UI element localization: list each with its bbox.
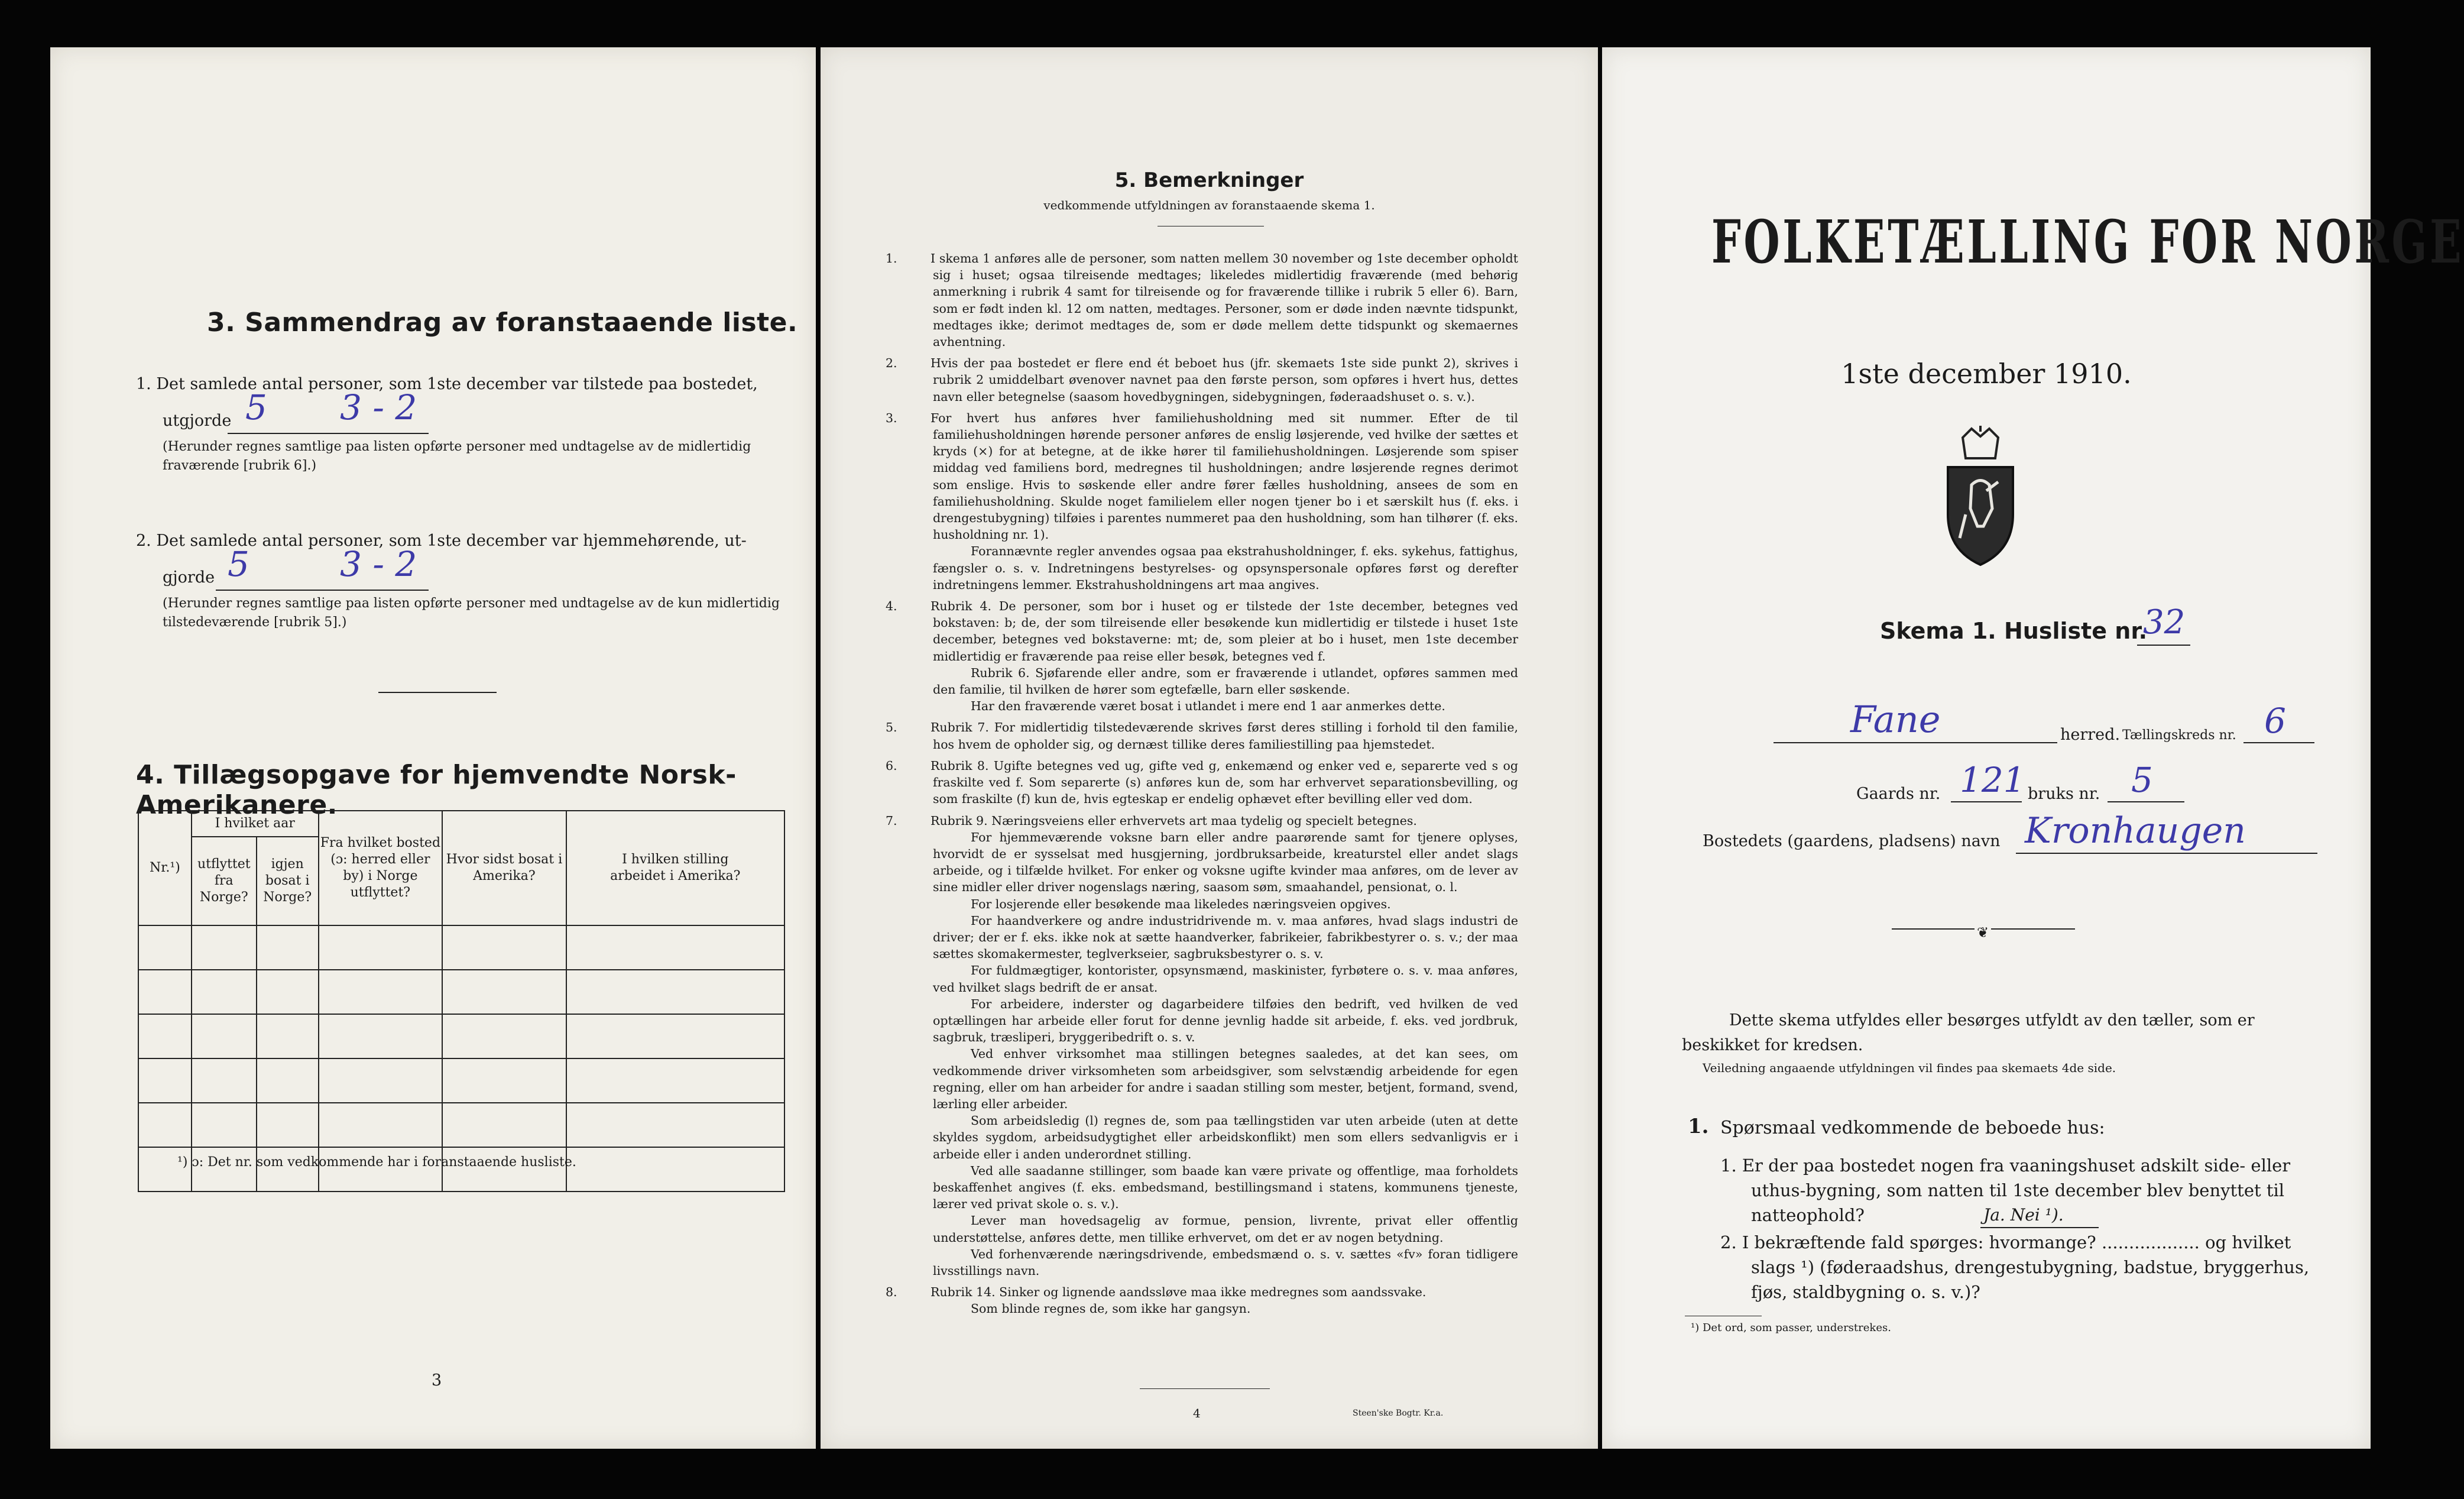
herred-value[interactable]: Fane bbox=[1850, 698, 1941, 741]
page-middle bbox=[821, 47, 1598, 1449]
bruks-line bbox=[2108, 801, 2184, 802]
questions-heading-number: 1. bbox=[1688, 1115, 1709, 1138]
table-cell[interactable] bbox=[566, 970, 784, 1014]
page-left bbox=[50, 47, 816, 1449]
remark-number: 4. bbox=[886, 599, 897, 614]
item1-note: (Herunder regnes samtlige paa listen opførte personer med undtagelse av de midlertidig fraværende [rubrik 6].) bbox=[163, 439, 751, 473]
remark-paragraph bbox=[909, 1112, 1518, 1163]
table-cell[interactable] bbox=[192, 925, 257, 970]
item1-breakdown: 3 - 2 bbox=[340, 387, 417, 428]
table-cell[interactable] bbox=[257, 1014, 319, 1058]
remark-paragraph bbox=[886, 410, 1518, 543]
remark-paragraph bbox=[909, 962, 1518, 995]
remark-number: 5. bbox=[886, 720, 897, 735]
census-title: FOLKETÆLLING FOR NORGE bbox=[1711, 207, 2464, 277]
item2-value: 5 bbox=[228, 544, 249, 584]
norsk-amerikanere-table bbox=[138, 810, 785, 1192]
table-cell[interactable] bbox=[566, 925, 784, 970]
table-cell[interactable] bbox=[319, 1103, 443, 1147]
remark-text: Har den fraværende været bosat i utlandet i mere end 1 aar anmerkes dette. bbox=[971, 699, 1445, 714]
remark-paragraph bbox=[886, 598, 1518, 665]
skema-label: Skema 1. Husliste nr. bbox=[1880, 618, 2148, 644]
remark-paragraph bbox=[909, 543, 1518, 593]
answer-line bbox=[1980, 1227, 2099, 1228]
page-right bbox=[1602, 47, 2464, 1449]
item2-fill-line bbox=[216, 590, 429, 591]
remark-text: Rubrik 6. Sjøfarende eller andre, som er fraværende i utlandet, opføres sammen med den familie, til hvilken de hører som egtefælle, barn eller søskende. bbox=[933, 665, 1518, 697]
remark-number: 7. bbox=[886, 813, 897, 828]
remark-paragraph bbox=[909, 912, 1518, 963]
col-fra-header: Fra hvilket bosted (ɔ: herred eller by) i Norge utflyttet? bbox=[319, 811, 443, 925]
remark-text: For arbeidere, inderster og dagarbeidere tilføies den bedrift, ved hvilken de ved optællingen har arbeide eller forut for denne jevnlig hadde sit arbeide, f. eks. ved jordbruk, sagbruk, træsliperi, bryggeribedrift o. s. v. bbox=[933, 996, 1518, 1045]
herred-line bbox=[1774, 742, 2057, 743]
remark-text: Som arbeidsledig (l) regnes de, som paa tællingstiden var uten arbeide (uten at dette skyldes sygdom, arbeidsudygtighet eller arbeidskonflikt) men som ellers sedvanligvis er i arbeide eller i anden underordnet stilling. bbox=[933, 1113, 1518, 1161]
col-hvor-header: Hvor sidst bosat i Amerika? bbox=[442, 811, 566, 925]
gaards-label: Gaards nr. bbox=[1856, 785, 1941, 803]
table-cell[interactable] bbox=[319, 925, 443, 970]
printer-imprint: Steen'ske Bogtr. Kr.a. bbox=[1353, 1409, 1444, 1418]
table-cell[interactable] bbox=[566, 1147, 784, 1192]
instruction-note: Veiledning angaaende utfyldningen vil findes paa skemaets 4de side. bbox=[1703, 1061, 2116, 1075]
remark-text: I skema 1 anføres alle de personer, som natten mellem 30 november og 1ste december opholdt sig i huset; ogsaa tilreisende medtages; likeledes midlertidig fraværende (med behørig anmerkning i rubrik 4 samt for tilreisende og for fraværende tillike i rubrik 5 eller 6). Barn, som er født inden kl. 12 om natten, medtages. Personer, som er døde inden nævnte tidspunkt, medtages ikke; derimot medtages de, som er døde mellem dette tidspunkt og skemaernes avhentning. bbox=[931, 251, 1518, 349]
bosted-value[interactable]: Kronhaugen bbox=[2025, 810, 2246, 852]
table-cell[interactable] bbox=[319, 1014, 443, 1058]
col-group-header: I hvilket aar bbox=[192, 811, 319, 837]
remark-text: For haandverkere og andre industridrivende m. v. maa anføres, hvad slags industri de driver; der er f. eks. ikke nok at sætte haandverker, fabrikeier, fabrikbestyrer o. s. v.; der maa sættes skomakermester, teglverkseier, sagbruksbestyrer o. s. v. bbox=[933, 913, 1518, 961]
table-footnote: ¹) ɔ: Det nr. som vedkommende har i foranstaaende husliste. bbox=[177, 1155, 576, 1170]
remark-text: Forannævnte regler anvendes ogsaa paa ekstrahusholdninger, f. eks. sykehus, fattighus, fængsler o. s. v. Indretningens bestyrelses- og opsynspersonale opføres først og derefter indretningens lemmer. Ekstrahusholdningens art maa angives. bbox=[933, 544, 1518, 592]
remark-text: For hvert hus anføres hver familiehusholdning med sit nummer. Efter de til familiehusholdningen hørende personer anføres de enslig løsjerende, ved hvilke der sættes et kryds (×) for at betegne, at de ikke hører til familiehusholdningen. Løsjerende som spiser middag ved familiens bord, medregnes til husholdningen; andre løsjerende regnes derimot som enslige. Hvis to søskende eller andre fører fælles husholdning, ansees de som en familiehusholdning. Skulde noget familielem eller nogen tjener bo i et særskilt hus (f. eks. i drengestubygning) tilføies i parentes nummeret paa den husholdning, som han tilhører (f. eks. husholdning nr. 1). bbox=[931, 410, 1518, 542]
remark-paragraph bbox=[909, 698, 1518, 714]
remark-paragraph bbox=[909, 829, 1518, 896]
table-cell[interactable] bbox=[319, 970, 443, 1014]
remark-number: 1. bbox=[886, 251, 897, 266]
remark-paragraph bbox=[909, 1045, 1518, 1112]
bruks-label: bruks nr. bbox=[2028, 785, 2100, 803]
table-cell[interactable] bbox=[442, 1014, 566, 1058]
remark-paragraph bbox=[909, 1300, 1518, 1317]
gaards-value[interactable]: 121 bbox=[1960, 760, 2025, 800]
remark-text: Rubrik 9. Næringsveiens eller erhvervets art maa tydelig og specielt betegnes. bbox=[931, 813, 1417, 828]
remark-text: Som blinde regnes de, som ikke har gangsyn. bbox=[971, 1301, 1251, 1316]
table-cell[interactable] bbox=[138, 1103, 192, 1147]
remark-paragraph bbox=[909, 1163, 1518, 1213]
item2-gjorde: gjorde bbox=[163, 568, 215, 587]
separator-rule bbox=[378, 692, 497, 693]
ornament-icon: ❦ bbox=[1975, 924, 1991, 941]
remark-paragraph bbox=[886, 250, 1518, 350]
remark-text: Rubrik 8. Ugifte betegnes ved ug, gifte ved g, enkemænd og enker ved e, separerte ved s og fraskilte ved f. Som separerte (s) anføres kun de, som har erhvervet separationsbevilling, og som fraskilte (f) kun de, hvis egteskap er endelig ophævet efter bevilling eller ved dom. bbox=[931, 758, 1518, 807]
remark-paragraph bbox=[886, 355, 1518, 405]
col-utflyttet-header: utflyttet fra Norge? bbox=[192, 837, 257, 925]
right-footnote: ¹) Det ord, som passer, understrekes. bbox=[1691, 1322, 1891, 1334]
page-number-4: 4 bbox=[1193, 1406, 1201, 1420]
husliste-nr-value: 32 bbox=[2143, 603, 2186, 642]
remark-text: For hjemmeværende voksne barn eller andre paarørende samt for tjenere oplyses, hvorvidt de er sysselsat med husgjerning, jordbruksarbeide, kreaturstel eller andet slags arbeide, og i tilfælde hvilket. For enker og voksne ugifte kvinder maa anføres, om de lever av sine midler eller driver nogenslags næring, saasom søm, smaahandel, pensionat, o. l. bbox=[933, 830, 1518, 895]
item1-utgjorde: utgjorde bbox=[163, 412, 232, 430]
remark-number: 6. bbox=[886, 758, 897, 773]
remark-paragraph bbox=[909, 996, 1518, 1046]
remark-text: Rubrik 4. De personer, som bor i huset og er tilstede der 1ste december, betegnes ved bokstaven: b; de, der som tilreisende eller besøkende kun midlertidig er tilstede i huset 1ste december, betegnes ved bokstaverne: mt; de, som pleier at bo i huset, men 1ste december midlertidig er fraværende paa reise eller besøk, betegnes ved f. bbox=[931, 599, 1518, 663]
table-cell[interactable] bbox=[257, 925, 319, 970]
remark-text: For losjerende eller besøkende maa likeledes næringsveien opgives. bbox=[971, 896, 1391, 911]
table-cell[interactable] bbox=[566, 1058, 784, 1103]
bosted-label: Bostedets (gaardens, pladsens) navn bbox=[1703, 832, 2001, 850]
table-cell[interactable] bbox=[257, 1103, 319, 1147]
remark-text: Rubrik 14. Sinker og lignende aandssløve maa ikke medregnes som aandssvake. bbox=[931, 1285, 1426, 1300]
remark-text: Hvis der paa bostedet er flere end ét beboet hus (jfr. skemaets 1ste side punkt 2), skrives i rubrik 2 umiddelbart øvenover navnet paa den første person, som opføres i hvert hus, dettes navn eller betegnelse (saasom hovedbygningen, sidebygningen, føderaadshuset o. s. v.). bbox=[931, 356, 1518, 404]
item1-line1: 1. Det samlede antal personer, som 1ste december var tilstede paa bostedet, bbox=[136, 375, 758, 393]
bosted-line bbox=[2016, 853, 2317, 854]
census-date: 1ste december 1910. bbox=[1841, 358, 2132, 390]
item2-breakdown: 3 - 2 bbox=[340, 544, 417, 584]
col-stilling-header: I hvilken stilling arbeidet i Amerika? bbox=[566, 811, 784, 925]
table-cell[interactable] bbox=[566, 1103, 784, 1147]
remark-paragraph bbox=[886, 719, 1518, 752]
remarks-title: 5. Bemerkninger bbox=[1114, 169, 1304, 192]
item1-value: 5 bbox=[245, 387, 267, 428]
remark-text: Ved forhenværende næringsdrivende, embedsmænd o. s. v. sættes «fv» foran tidligere livsstillings navn. bbox=[933, 1247, 1518, 1278]
remark-number: 2. bbox=[886, 356, 897, 371]
bottom-rule bbox=[1140, 1388, 1270, 1389]
remark-text: Ved alle saadanne stillinger, som baade kan være private og offentlige, maa forholdets beskaffenhet angives (f. eks. embedsmand, bestillingsmand i statens, kommunens tjeneste, lærer ved privat skole o. s. v.). bbox=[933, 1163, 1518, 1212]
question-2: 2. I bekræftende fald spørges: hvormange? .................. og hvilket slags ¹) (føderaadshus, drengestubygning, badstue, bryggerhus, fjøs, staldbygning o. s. v.)? bbox=[1720, 1232, 2310, 1302]
remark-text: Lever man hovedsagelig av formue, pension, livrente, privat eller offentlig understøttelse, anføres dette, men tillike erhvervet, om det er av nogen betydning. bbox=[933, 1213, 1518, 1245]
col-igjen-header: igjen bosat i Norge? bbox=[257, 837, 319, 925]
remark-paragraph bbox=[886, 812, 1518, 829]
table-cell[interactable] bbox=[319, 1058, 443, 1103]
remark-number: 3. bbox=[886, 410, 897, 425]
remark-paragraph bbox=[886, 757, 1518, 808]
table-cell[interactable] bbox=[192, 1014, 257, 1058]
table-cell[interactable] bbox=[257, 970, 319, 1014]
table-cell[interactable] bbox=[192, 970, 257, 1014]
kreds-label: Tællingskreds nr. bbox=[2122, 728, 2236, 743]
table-cell[interactable] bbox=[138, 1058, 192, 1103]
table-cell[interactable] bbox=[138, 970, 192, 1014]
table-cell[interactable] bbox=[138, 925, 192, 970]
remark-paragraph bbox=[909, 665, 1518, 698]
gaards-line bbox=[1951, 801, 2022, 802]
remark-paragraph bbox=[909, 1212, 1518, 1245]
remark-number: 8. bbox=[886, 1285, 897, 1300]
question-1-answer[interactable]: Ja. Nei ¹). bbox=[1983, 1205, 2064, 1225]
remark-paragraph bbox=[909, 1246, 1518, 1279]
remark-text: Rubrik 7. For midlertidig tilstedeværende skrives først deres stilling i forhold til den familie, hos hvem de opholder sig, og dernæst tillike deres familiestilling paa hjemstedet. bbox=[931, 720, 1518, 752]
questions-heading: Spørsmaal vedkommende de beboede hus: bbox=[1720, 1118, 2105, 1138]
table-cell[interactable] bbox=[257, 1058, 319, 1103]
table-cell[interactable] bbox=[566, 1014, 784, 1058]
bruks-value[interactable]: 5 bbox=[2131, 760, 2153, 800]
kreds-value[interactable]: 6 bbox=[2264, 701, 2286, 741]
herred-label: herred. bbox=[2060, 726, 2121, 744]
col-nr-header: Nr.¹) bbox=[138, 811, 192, 925]
table-cell[interactable] bbox=[442, 925, 566, 970]
item1-fill-line bbox=[228, 433, 429, 434]
norway-coat-of-arms-icon bbox=[1936, 426, 2025, 568]
remark-text: For fuldmægtiger, kontorister, opsynsmænd, maskinister, fyrbøtere o. s. v. maa anføres, ved hvilket slags bedrift de er ansat. bbox=[933, 963, 1518, 995]
item2-note: (Herunder regnes samtlige paa listen opførte personer med undtagelse av de kun midlertidig tilstedeværende [rubrik 5].) bbox=[163, 596, 780, 630]
table-cell[interactable] bbox=[138, 1014, 192, 1058]
table-cell[interactable] bbox=[192, 1103, 257, 1147]
table-cell[interactable] bbox=[442, 970, 566, 1014]
remark-paragraph bbox=[886, 1284, 1518, 1300]
section4-title: 4. Tillægsopgave for hjemvendte Norsk-Amerikanere. bbox=[136, 760, 737, 820]
table-cell[interactable] bbox=[192, 1058, 257, 1103]
page-number-3: 3 bbox=[432, 1371, 442, 1390]
item2-line1: 2. Det samlede antal personer, som 1ste december var hjemmehørende, ut- bbox=[136, 532, 747, 550]
remarks-subtitle: vedkommende utfyldningen av foranstaaende skema 1. bbox=[1043, 198, 1375, 212]
husliste-line bbox=[2137, 645, 2190, 646]
section3-title: 3. Sammendrag av foranstaaende liste. bbox=[207, 307, 798, 338]
kreds-line bbox=[2243, 742, 2314, 743]
question-1: 1. Er der paa bostedet nogen fra vaaningshuset adskilt side- eller uthus-bygning, som natten til 1ste december blev benyttet til natteophold? bbox=[1720, 1155, 2291, 1225]
remarks-list bbox=[886, 250, 1518, 1317]
remark-text: Ved enhver virksomhet maa stillingen betegnes saaledes, at det kan sees, om vedkommende driver virksomheten som arbeidsgiver, som selvstændig arbeidende for egen regning, eller om han arbeider for andre i saadan stilling som mester, betjent, formand, svend, lærling eller arbeider. bbox=[933, 1047, 1518, 1111]
instruction-text: Dette skema utfyldes eller besørges utfyldt av den tæller, som er beskikket for kredsen. bbox=[1682, 1011, 2255, 1054]
table-cell[interactable] bbox=[442, 1103, 566, 1147]
remark-paragraph bbox=[909, 896, 1518, 912]
table-cell[interactable] bbox=[442, 1058, 566, 1103]
